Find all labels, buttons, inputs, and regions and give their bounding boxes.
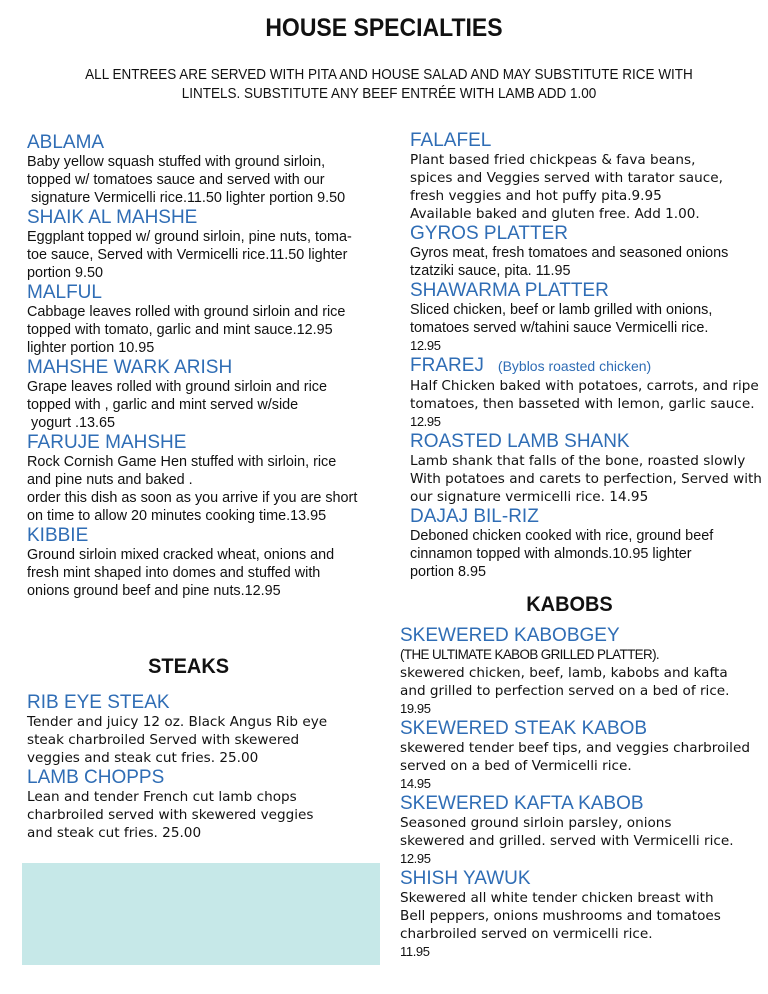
item-description-line: charbroiled served with skewered veggies [27, 807, 314, 823]
item-description-line: portion 8.95 [410, 564, 487, 580]
menu-item [27, 132, 357, 207]
menu-item [27, 525, 357, 600]
menu-item [400, 868, 750, 961]
item-description-line: Deboned chicken cooked with rice, ground beef [410, 528, 714, 544]
item-description-line: skewered and grilled. served with Vermicelli rice. [400, 833, 734, 849]
item-name-text: GYROS PLATTER [410, 223, 569, 244]
item-description-line: Bell peppers, onions mushrooms and tomatoes [400, 908, 721, 924]
item-description-line: Baby yellow squash stuffed with ground sirloin, [27, 154, 326, 170]
item-name-text: SKEWERED KABOBGEY [400, 625, 620, 646]
menu-item [410, 280, 762, 355]
item-name-text: ROASTED LAMB SHANK [410, 431, 630, 452]
menu-item [400, 625, 750, 718]
menu-item [27, 357, 357, 432]
menu-item [27, 432, 357, 525]
item-name [400, 793, 750, 814]
left-specialties-list [27, 132, 357, 600]
page-title: HOUSE SPECIALTIES [265, 14, 503, 42]
item-name-text: FARUJE MAHSHE [27, 432, 187, 453]
kabobs-list [400, 625, 750, 961]
item-description-line: tzatziki sauce, pita. 11.95 [410, 263, 571, 279]
item-description-line: Grape leaves rolled with ground sirloin and rice [27, 379, 327, 395]
item-description-line: 12.95 [410, 338, 441, 353]
item-description-line: Half Chicken baked with potatoes, carrots, and ripe [410, 378, 759, 394]
item-description-line: 12.95 [410, 414, 441, 429]
item-name-text: FALAFEL [410, 130, 492, 151]
item-description-line: Available baked and gluten free. Add 1.00. [410, 206, 700, 222]
item-description-line: tomatoes, then basseted with lemon, garlic sauce. [410, 396, 755, 412]
menu-item [27, 767, 327, 842]
item-name [410, 506, 762, 527]
item-name [400, 718, 750, 739]
item-description-line: With potatoes and carets to perfection, Served with [410, 471, 762, 487]
item-description-line: on time to allow 20 minutes cooking time.13.95 [27, 508, 327, 524]
item-description-line: Skewered all white tender chicken breast with [400, 890, 714, 906]
item-description-line: lighter portion 10.95 [27, 340, 155, 356]
item-name-text: RIB EYE STEAK [27, 692, 170, 713]
item-name-text: SKEWERED KAFTA KABOB [400, 793, 644, 814]
item-description-line: Eggplant topped w/ ground sirloin, pine nuts, toma- [27, 229, 352, 245]
item-description-line: Plant based fried chickpeas & fava beans, [410, 152, 696, 168]
item-name [27, 692, 327, 713]
item-description-line: topped w/ tomatoes sauce and served with our [27, 172, 325, 188]
item-name [27, 207, 357, 228]
item-description-line: 11.95 [400, 944, 430, 959]
item-name-text: FRAREJ [410, 355, 484, 376]
item-description-line: and pine nuts and baked . [27, 472, 193, 488]
menu-item [27, 207, 357, 282]
item-description-line: 12.95 [400, 851, 431, 866]
menu-item [400, 718, 750, 793]
item-description-line: toe sauce, Served with Vermicelli rice.11.50 lighter [27, 247, 348, 263]
item-name-text: ABLAMA [27, 132, 105, 153]
item-description-line: topped with tomato, garlic and mint sauce.12.95 [27, 322, 333, 338]
item-description-line: Lamb shank that falls of the bone, roasted slowly [410, 453, 746, 469]
right-specialties-list [410, 130, 762, 581]
item-name-text: LAMB CHOPPS [27, 767, 165, 788]
item-name [27, 767, 327, 788]
menu-item [410, 431, 762, 506]
item-description-line: skewered tender beef tips, and veggies charbroiled [400, 740, 750, 756]
item-description-line: steak charbroiled Served with skewered [27, 732, 300, 748]
item-name [410, 130, 762, 151]
item-description-line: portion 9.50 [27, 265, 104, 281]
item-description-line: charbroiled served on vermicelli rice. [400, 926, 653, 942]
item-note: (Byblos roasted chicken) [497, 358, 652, 374]
item-description-line: Cabbage leaves rolled with ground sirloin and rice [27, 304, 346, 320]
item-name-text: SHAWARMA PLATTER [410, 280, 609, 301]
intro-note: ALL ENTREES ARE SERVED WITH PITA AND HOUSE SALAD AND MAY SUBSTITUTE RICE WITH LINTELS. SUBSTITUTE ANY BEEF ENTRÉE WITH LAMB ADD 1.00 [85, 66, 693, 102]
menu-item [410, 506, 762, 581]
item-name-text: MALFUL [27, 282, 102, 303]
item-name [410, 280, 762, 301]
item-description-line: yogurt .13.65 [27, 415, 116, 431]
menu-item [410, 355, 762, 431]
menu-item [27, 692, 327, 767]
item-description-line: 14.95 [400, 776, 431, 791]
item-description-line: tomatoes served w/tahini sauce Vermicelli rice. [410, 320, 709, 336]
steaks-list [27, 692, 327, 842]
item-name [410, 355, 762, 377]
item-name [27, 282, 357, 303]
item-description-line: spices and Veggies served with tarator sauce, [410, 170, 723, 186]
item-description-line: Gyros meat, fresh tomatoes and seasoned onions [410, 245, 729, 261]
item-name [400, 868, 750, 889]
item-description-line: fresh mint shaped into domes and stuffed with [27, 565, 321, 581]
item-name-text: DAJAJ BIL-RIZ [410, 506, 539, 527]
color-box [22, 863, 380, 965]
item-name-text: KIBBIE [27, 525, 89, 546]
item-description-line: Lean and tender French cut lamb chops [27, 789, 297, 805]
steaks-heading: STEAKS [148, 655, 230, 678]
item-description-line: order this dish as soon as you arrive if you are short [27, 490, 358, 506]
item-description-line: cinnamon topped with almonds.10.95 lighter [410, 546, 692, 562]
item-name [410, 431, 762, 452]
item-description-line: and steak cut fries. 25.00 [27, 825, 202, 841]
item-name [27, 432, 357, 453]
item-description-line: fresh veggies and hot puffy pita.9.95 [410, 188, 662, 204]
item-description-line: and grilled to perfection served on a bed of rice. [400, 683, 730, 699]
item-description-line: veggies and steak cut fries. 25.00 [27, 750, 259, 766]
menu-item [27, 282, 357, 357]
item-name [27, 357, 357, 378]
item-description-line: topped with , garlic and mint served w/side [27, 397, 299, 413]
item-name-text: SHAIK AL MAHSHE [27, 207, 198, 228]
menu-item [400, 793, 750, 868]
item-description-line: signature Vermicelli rice.11.50 lighter portion 9.50 [27, 190, 346, 206]
item-description-line: Ground sirloin mixed cracked wheat, onions and [27, 547, 335, 563]
item-description-line: skewered chicken, beef, lamb, kabobs and kafta [400, 665, 728, 681]
menu-item [410, 223, 762, 280]
item-name [400, 625, 750, 646]
item-name [410, 223, 762, 244]
item-name-text: SHISH YAWUK [400, 868, 531, 889]
item-description-line: Tender and juicy 12 oz. Black Angus Rib eye [27, 714, 328, 730]
item-description-line: 19.95 [400, 701, 431, 716]
item-name-text: MAHSHE WARK ARISH [27, 357, 233, 378]
item-name-text: SKEWERED STEAK KABOB [400, 718, 648, 739]
menu-item [410, 130, 762, 223]
item-description-line: served on a bed of Vermicelli rice. [400, 758, 632, 774]
item-description-line: our signature vermicelli rice. 14.95 [410, 489, 649, 505]
item-name [27, 132, 357, 153]
item-description-line: (THE ULTIMATE KABOB GRILLED PLATTER). [400, 647, 660, 662]
item-description-line: Sliced chicken, beef or lamb grilled with onions, [410, 302, 713, 318]
kabobs-heading: KABOBS [526, 593, 613, 616]
item-description-line: onions ground beef and pine nuts.12.95 [27, 583, 281, 599]
item-name [27, 525, 357, 546]
item-description-line: Rock Cornish Game Hen stuffed with sirloin, rice [27, 454, 337, 470]
item-description-line: Seasoned ground sirloin parsley, onions [400, 815, 672, 831]
